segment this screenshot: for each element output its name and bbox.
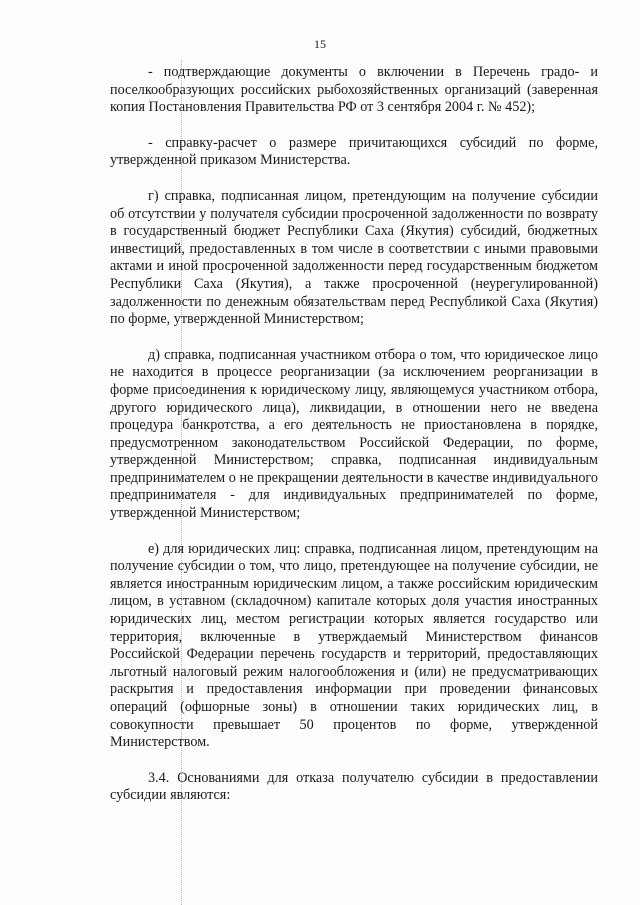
paragraph-confirming-documents: - подтверждающие документы о включении в Перечень градо- и поселкообразующих российских рыбохозяйственных организаций (заверенная копия Постановления Правительства РФ от 3 сентября 2004 г. № 452); xyxy=(110,64,598,116)
paragraph-item-d: д) справка, подписанная участником отбора о том, что юридическое лицо не находится в процессе реорганизации (за исключением реорганизации в форме присоединения к юридическому лицу, являющемуся участником отбора, другого юридического лица), ликвидации, в отношении него не введена процедура банкротства, а его деятельность не приостановлена в порядке, предусмотренном законодательством Российской Федерации, по форме, утвержденной Министерством; справка, подписанная индивидуальным предпринимателем о не прекращении деятельности в качестве индивидуального предпринимателя - для индивидуальных предпринимателей по форме, утвержденной Министерством; xyxy=(110,346,598,522)
paragraph-item-e: е) для юридических лиц: справка, подписанная лицом, претендующим на получение субсидии о том, что лицо, претендующее на получение субсидии, не является иностранным юридическим лицом, а также российским юридическим лицом, в уставном (складочном) капитале которых доля участия иностранных юридических лиц, местом регистрации которых является государство или территория, включенные в утверждаемый Министерством финансов Российской Федерации перечень государств и территорий, предоставляющих льготный налоговый режим налогообложения и (или) не предусматривающих раскрытия и предоставления информации при проведении финансовых операций (офшорные зоны) в отношении таких юридических лиц, в совокупности превышает 50 процентов по форме, утвержденной Министерством. xyxy=(110,540,598,751)
paragraph-item-g: г) справка, подписанная лицом, претендующим на получение субсидии об отсутствии у получателя субсидии просроченной задолженности по возврату в государственный бюджет Республики Саха (Якутия) субсидий, бюджетных инвестиций, предоставленных в том числе в соответствии с иными правовыми актами и иной просроченной задолженности перед государственным бюджетом Республики Саха (Якутия), а также просроченной (неурегулированной) задолженности по денежным обязательствам перед Республикой Саха (Якутия) по форме, утвержденной Министерством; xyxy=(110,187,598,328)
paragraph-section-3-4: 3.4. Основаниями для отказа получателю субсидии в предоставлении субсидии являются: xyxy=(110,769,598,804)
document-body xyxy=(110,64,598,805)
page-number: 15 xyxy=(314,37,326,51)
paragraph-calculation-certificate: - справку-расчет о размере причитающихся субсидий по форме, утвержденной приказом Министерства. xyxy=(110,134,598,169)
